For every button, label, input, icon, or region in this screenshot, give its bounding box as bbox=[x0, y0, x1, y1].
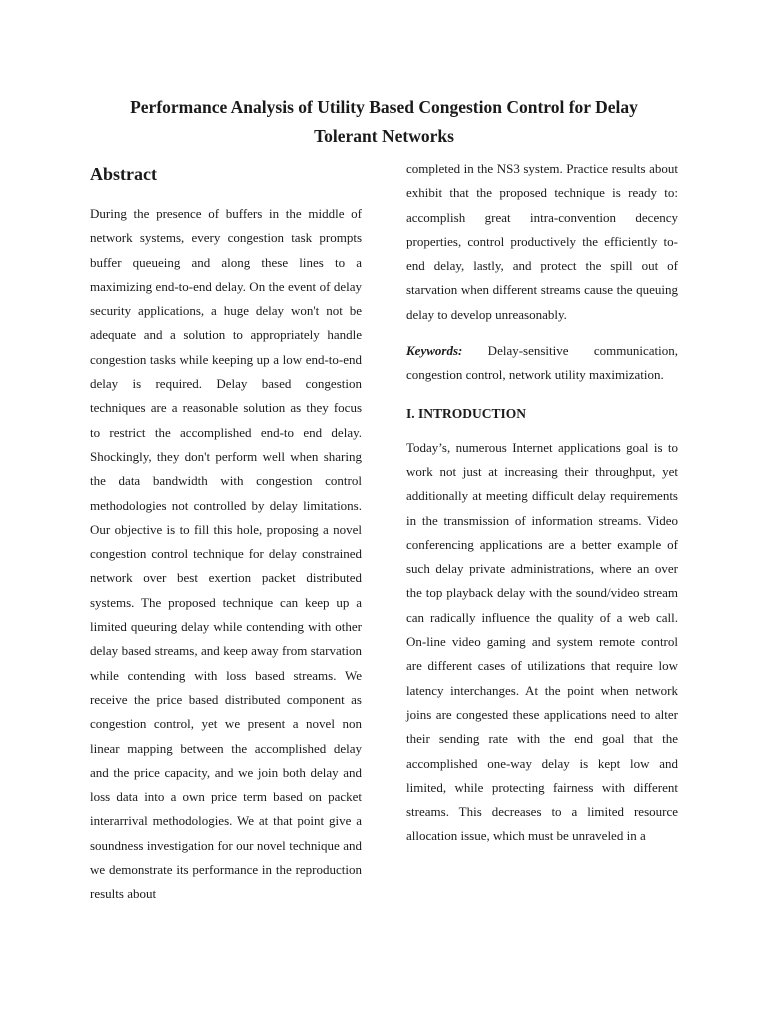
paper-title bbox=[60, 93, 708, 151]
introduction-heading: I. INTRODUCTION bbox=[406, 405, 527, 421]
keywords-text: Delay-sensitive communication, congestion control, network utility maximization. bbox=[406, 343, 678, 383]
abstract-paragraph: During the presence of buffers in the middle of network systems, every congestion task prompts buffer queueing and along these lines to a maximizing end-to-end delay. On the event of delay security applications, a huge delay won't not be adequate and a solution to appropriately handle congestion tasks while keeping up a low end-to-end delay is required. Delay based congestion techniques are a reasonable solution as they focus to restrict the accomplished end-to end delay. Shockingly, they don't perform well when sharing the data bandwidth with congestion control methodologies not controlled by delay limitations. Our objective is to fill this hole, proposing a novel congestion control technique for delay constrained network over best exertion packet distributed systems. The proposed technique can keep up a limited queuring delay while contending with other delay based streams, and keep away from starvation while contending with loss based streams. We receive the price based distributed component as congestion control, yet we present a novel non linear mapping between the accomplished delay and the price capacity, and we join both delay and loss data into a own price term based on packet interarrival methodologies. We at that point give a soundness investigation for our novel technique and we demonstrate its performance in the reproduction results about bbox=[90, 206, 362, 902]
right-column bbox=[406, 157, 678, 849]
keywords-label: Keywords: bbox=[406, 343, 463, 359]
introduction-paragraph: Today’s, numerous Internet applications goal is to work not just at increasing their throughput, yet additionally at meeting difficult delay requirements in the transmission of information streams. Video conferencing applications are a better example of such delay private administrations, where an over the top playback delay with the sound/video stream can radically influence the quality of a web call. On-line video gaming and system remote control are different cases of utilizations that require low latency interchanges. At the point when network joins are congested these applications need to alter their sending rate with the end goal that the accomplished one-way delay is kept low and limited, while protecting fairness with different streams. This decreases to a limited resource allocation issue, which must be unraveled in a bbox=[406, 439, 678, 844]
paper-title-line-1: Performance Analysis of Utility Based Congestion Control for Delay bbox=[130, 97, 638, 117]
abstract-heading: Abstract bbox=[90, 164, 157, 184]
left-column bbox=[90, 160, 362, 907]
abstract-continued-paragraph: completed in the NS3 system. Practice results about exhibit that the proposed technique is ready to: accomplish great intra-convention decency properties, control productively the efficiently to-end delay, lastly, and protect the spill out of starvation when different streams cause the queuing delay to develop unreasonably. bbox=[406, 161, 678, 322]
paper-title-line-2: Tolerant Networks bbox=[314, 126, 454, 146]
keywords-paragraph bbox=[406, 339, 678, 388]
